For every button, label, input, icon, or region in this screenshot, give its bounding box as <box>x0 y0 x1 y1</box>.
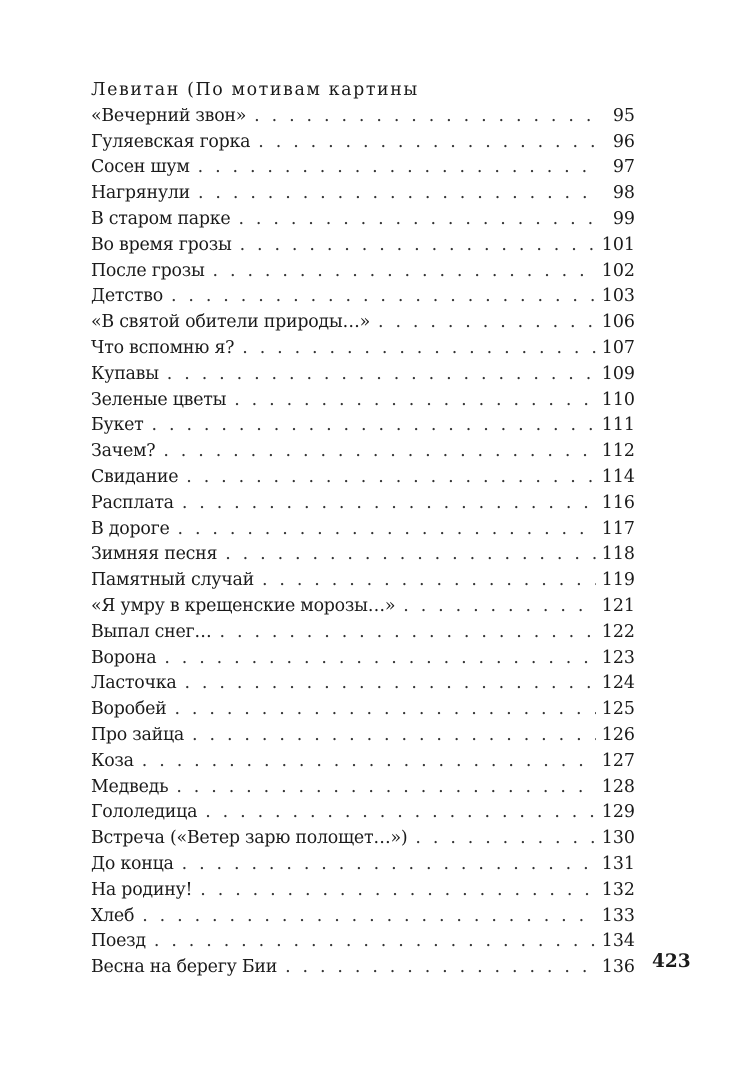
dot-leader <box>198 155 599 181</box>
toc-entry <box>91 310 635 336</box>
toc-entry-title: Детство <box>91 286 163 307</box>
toc-entry <box>91 362 635 388</box>
toc-entry-page: 124 <box>601 673 635 694</box>
dot-leader <box>176 775 595 801</box>
toc-entry <box>91 749 635 775</box>
toc-entry-page: 131 <box>601 853 635 874</box>
toc-entry-title: Во время грозы <box>91 234 232 255</box>
dot-leader <box>415 826 595 852</box>
dot-leader <box>167 362 596 388</box>
toc-entry-page: 126 <box>601 724 635 745</box>
toc-entry <box>91 259 635 285</box>
dot-leader <box>186 465 596 491</box>
toc-entry-page: 114 <box>601 466 635 487</box>
dot-leader <box>225 542 596 568</box>
toc-entry <box>91 542 635 568</box>
toc-entry-title: Встреча («Ветер зарю полощет…») <box>91 828 408 849</box>
toc-entry-title: Ворона <box>91 647 157 668</box>
toc-entry-page: 98 <box>612 183 635 204</box>
toc-entry-title: Поезд <box>91 931 146 952</box>
dot-leader <box>184 671 595 697</box>
toc-entry <box>91 904 635 930</box>
toc-entry <box>91 852 635 878</box>
toc-entry <box>91 878 635 904</box>
toc-entry-page: 102 <box>601 260 635 281</box>
toc-entry <box>91 929 635 955</box>
dot-leader <box>142 749 596 775</box>
dot-leader <box>142 904 596 930</box>
toc-entry-page: 136 <box>601 957 635 978</box>
dot-leader <box>205 800 596 826</box>
dot-leader <box>285 955 596 981</box>
toc-entry-page: 134 <box>601 931 635 952</box>
toc-entry-title: Ласточка <box>91 673 177 694</box>
toc-entry <box>91 104 635 130</box>
toc-entry <box>91 388 635 414</box>
toc-entry-title: Медведь <box>91 776 169 797</box>
dot-leader <box>163 439 595 465</box>
dot-leader <box>164 646 595 672</box>
toc-entry <box>91 413 635 439</box>
dot-leader <box>200 878 596 904</box>
toc-entry-title: Купавы <box>91 363 159 384</box>
dot-leader <box>403 594 596 620</box>
toc-entry-title: Зимняя песня <box>91 544 218 565</box>
toc-entry-title: Гололедица <box>91 802 198 823</box>
toc-entry-title: Свидание <box>91 466 179 487</box>
dot-leader <box>171 284 596 310</box>
toc-entry-page: 101 <box>601 234 635 255</box>
toc-entry-title: Букет <box>91 415 144 436</box>
dot-leader <box>240 233 596 259</box>
toc-entry <box>91 826 635 852</box>
toc-entry <box>91 517 635 543</box>
toc-entry-page: 127 <box>601 750 635 771</box>
toc-entry-page: 95 <box>612 105 635 126</box>
toc-entry <box>91 336 635 362</box>
toc-entry-title: «Я умру в крещенские морозы…» <box>91 595 396 616</box>
toc-entry-title: «Вечерний звон» <box>91 105 247 126</box>
toc-entry-title: Зачем? <box>91 441 156 462</box>
dot-leader <box>182 852 596 878</box>
toc-entry-title: Гуляевская горка <box>91 131 251 152</box>
toc-entry-page: 116 <box>601 492 635 513</box>
toc-entry <box>91 723 635 749</box>
toc-entry-title: Весна на берегу Бии <box>91 957 278 978</box>
dot-leader <box>258 130 599 156</box>
toc-entry-page: 122 <box>601 621 635 642</box>
toc-entry-title: Выпал снег… <box>91 621 212 642</box>
dot-leader <box>152 413 596 439</box>
dot-leader <box>182 491 596 517</box>
toc-entry <box>91 155 635 181</box>
toc-entry-title: «В святой обители природы…» <box>91 312 371 333</box>
toc-entry-page: 133 <box>601 905 635 926</box>
page-number: 423 <box>652 951 691 972</box>
toc-entry-title: В старом парке <box>91 208 231 229</box>
toc-entry-first-line <box>91 78 635 104</box>
toc-entry <box>91 697 635 723</box>
toc-entry-page: 132 <box>601 879 635 900</box>
toc-entry-title: Памятный случай <box>91 570 254 591</box>
toc-entry-page: 109 <box>601 363 635 384</box>
dot-leader <box>178 517 596 543</box>
toc-entry-title: Сосен шум <box>91 157 190 178</box>
toc-entries-list <box>91 104 635 981</box>
toc-entry <box>91 568 635 594</box>
dot-leader <box>378 310 596 336</box>
toc-entry-page: 129 <box>601 802 635 823</box>
toc-entry-title: Про зайца <box>91 724 185 745</box>
toc-entry <box>91 207 635 233</box>
dot-leader <box>220 620 596 646</box>
toc-entry-title: Коза <box>91 750 134 771</box>
toc-entry-title: До конца <box>91 853 174 874</box>
toc-entry-page: 107 <box>601 337 635 358</box>
toc-entry-title: В дороге <box>91 518 170 539</box>
toc-entry-title: После грозы <box>91 260 205 281</box>
toc-entry-title: Воробей <box>91 699 167 720</box>
dot-leader <box>192 723 596 749</box>
toc-entry-page: 119 <box>601 570 635 591</box>
toc-entry-page: 106 <box>601 312 635 333</box>
toc-entry <box>91 775 635 801</box>
dot-leader <box>234 388 596 414</box>
toc-entry-title: Что вспомню я? <box>91 337 235 358</box>
toc-entry-title: Зеленые цветы <box>91 389 227 410</box>
dot-leader <box>198 181 599 207</box>
dot-leader <box>154 929 596 955</box>
toc-entry <box>91 646 635 672</box>
toc-entry <box>91 955 635 981</box>
toc-entry-page: 128 <box>601 776 635 797</box>
toc-entry <box>91 671 635 697</box>
toc-entry <box>91 233 635 259</box>
toc-entry-title: Нагрянули <box>91 183 190 204</box>
dot-leader <box>242 336 596 362</box>
toc-entry-title: Левитан (По мотивам картины <box>91 80 419 100</box>
toc-entry-page: 99 <box>612 208 635 229</box>
toc-entry-title: Расплата <box>91 492 174 513</box>
toc-entry <box>91 181 635 207</box>
toc-entry <box>91 284 635 310</box>
toc-entry <box>91 800 635 826</box>
toc-entry-page: 103 <box>601 286 635 307</box>
toc-entry-page: 110 <box>601 389 635 410</box>
dot-leader <box>174 697 595 723</box>
toc-entry-page: 118 <box>601 544 635 565</box>
toc-entry <box>91 620 635 646</box>
toc-entry-page: 96 <box>612 131 635 152</box>
toc-entry <box>91 465 635 491</box>
toc-entry-page: 125 <box>601 699 635 720</box>
toc-entry-page: 130 <box>601 828 635 849</box>
toc-entry-page: 97 <box>612 157 635 178</box>
toc-entry <box>91 491 635 517</box>
table-of-contents <box>91 78 635 981</box>
dot-leader <box>262 568 596 594</box>
toc-entry <box>91 594 635 620</box>
dot-leader <box>254 104 599 130</box>
toc-entry-title: Хлеб <box>91 905 135 926</box>
toc-entry <box>91 439 635 465</box>
toc-entry-page: 112 <box>601 441 635 462</box>
toc-entry-page: 117 <box>601 518 635 539</box>
dot-leader <box>213 259 596 285</box>
dot-leader <box>238 207 599 233</box>
toc-entry-page: 123 <box>601 647 635 668</box>
toc-entry-page: 121 <box>601 595 635 616</box>
toc-entry-page: 111 <box>601 415 635 436</box>
toc-entry-title: На родину! <box>91 879 193 900</box>
toc-entry <box>91 130 635 156</box>
